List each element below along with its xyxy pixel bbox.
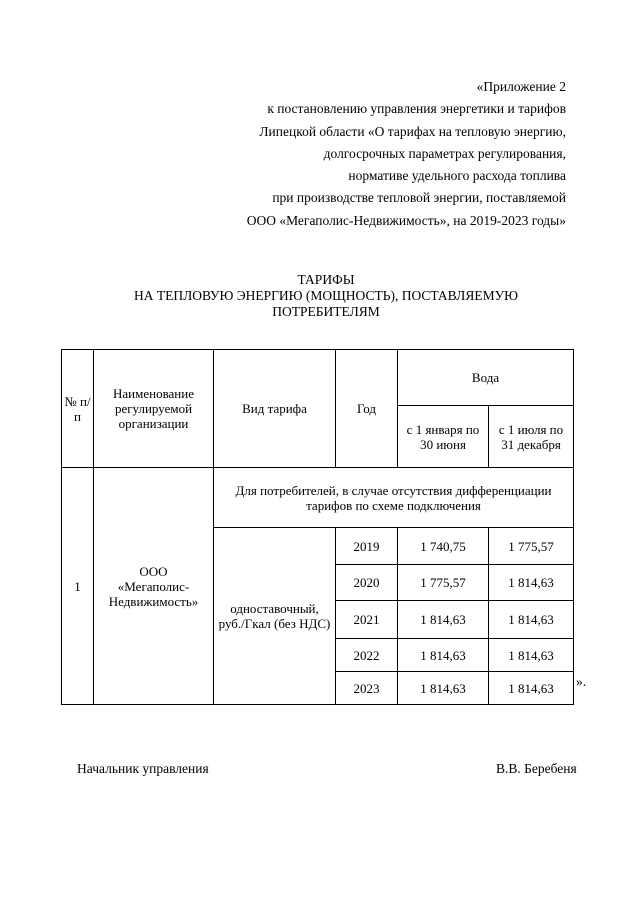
organization-line: Недвижимость» [108,593,199,609]
organization-line: «Мегаполис- [117,578,190,594]
value-period-2: 1 814,63 [489,639,574,672]
tariff-type-value: одноставочный, руб./Гкал (без НДС) [214,528,336,705]
header-year: Год [336,350,398,468]
appendix-line: ООО «Мегаполис-Недвижимость», на 2019-2023 годы» [246,212,566,228]
year-cell: 2021 [336,601,398,639]
header-tariff-type: Вид тарифа [214,350,336,468]
value-period-2: 1 814,63 [489,672,574,705]
value-period-1: 1 814,63 [398,639,489,672]
title-line: НА ТЕПЛОВУЮ ЭНЕРГИЮ (МОЩНОСТЬ), ПОСТАВЛЯЕМУЮ [133,288,519,303]
year-cell: 2020 [336,565,398,601]
closing-quote-mark: ». [576,674,587,689]
appendix-line: долгосрочных параметрах регулирования, [323,145,566,161]
header-period-2: с 1 июля по 31 декабря [489,406,574,468]
header-period-1: с 1 января по 30 июня [398,406,489,468]
value-period-1: 1 814,63 [398,601,489,639]
year-cell: 2022 [336,639,398,672]
value-period-1: 1 775,57 [398,565,489,601]
signature-name: В.В. Беребеня [496,761,577,776]
title-line: ПОТРЕБИТЕЛЯМ [272,304,380,319]
row-number: 1 [62,468,94,705]
tariffs-table [61,349,574,705]
header-number: № п/п [62,350,94,468]
appendix-line: к постановлению управления энергетики и тарифов [267,101,566,117]
value-period-1: 1 814,63 [398,672,489,705]
organization-line: ООО [139,563,168,579]
year-cell: 2019 [336,528,398,565]
consumers-note: Для потребителей, в случае отсутствия дифференциации тарифов по схеме подключения [214,468,574,528]
appendix-line: Липецкой области «О тарифах на тепловую энергию, [259,123,566,139]
appendix-line: при производстве тепловой энергии, поставляемой [272,190,566,206]
appendix-header [247,76,566,232]
year-cell: 2023 [336,672,398,705]
header-organization: Наименование регулируемой организации [94,350,214,468]
title-line: ТАРИФЫ [297,272,355,287]
value-period-2: 1 814,63 [489,565,574,601]
appendix-line: нормативе удельного расхода топлива [348,168,566,184]
value-period-2: 1 814,63 [489,601,574,639]
appendix-line: «Приложение 2 [476,79,566,94]
organization-name [94,468,214,705]
signature-position: Начальник управления [77,761,209,776]
value-period-2: 1 775,57 [489,528,574,565]
value-period-1: 1 740,75 [398,528,489,565]
document-title [60,272,592,320]
header-water: Вода [398,350,574,406]
